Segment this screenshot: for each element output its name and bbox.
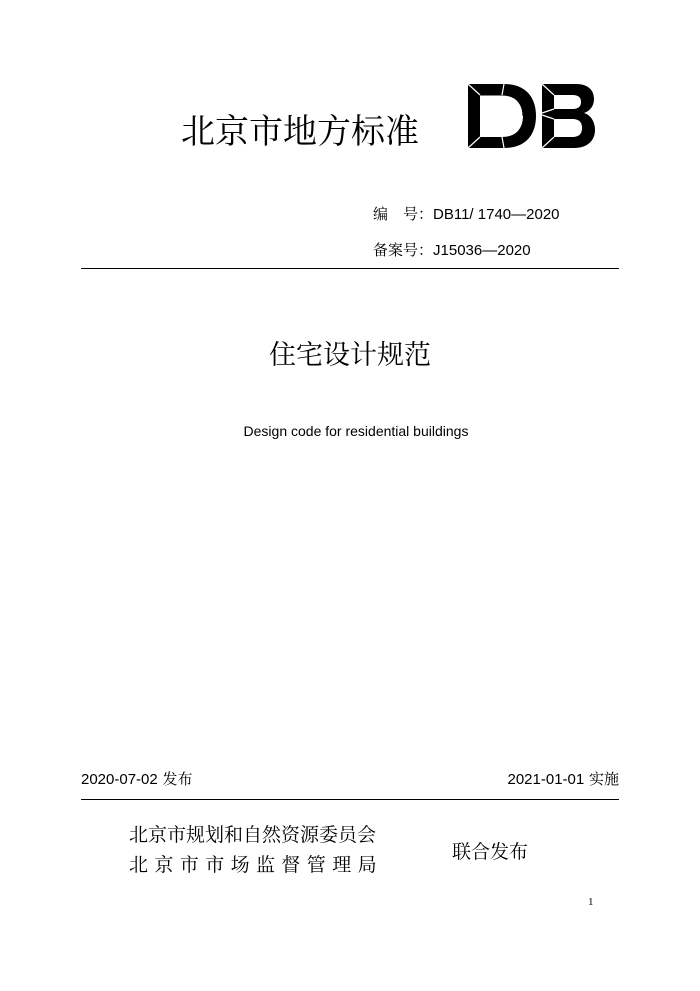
joint-issue-label: 联合发布 [452,841,529,863]
page-number: 1 [588,896,594,908]
standard-number-value: DB11/ 1740—2020 [433,206,560,223]
effective-date-value: 2021-01-01 [507,771,585,788]
document-subtitle: Design code for residential buildings [243,423,469,439]
publish-date-value: 2020-07-02 [81,771,158,788]
standard-type-title: 北京市地方标准 [181,112,419,152]
document-title: 住宅设计规范 [269,340,431,371]
effective-date-label: 实施 [584,770,619,788]
publish-date-label: 发布 [157,770,193,788]
record-number [373,240,531,261]
record-number-value: J15036—2020 [433,242,531,259]
effective-date [507,768,619,791]
bottom-divider [81,799,619,800]
issuer-planning-commission: 北京市规划和自然资源委员会 [129,824,377,846]
publish-date [81,768,193,791]
standard-number-label: 编 号： [373,205,434,223]
db-logo [466,82,596,150]
top-divider [81,268,619,269]
standard-number [373,204,560,225]
record-number-label: 备案号： [373,241,434,259]
issuer-market-supervision: 北京市市场监督管理局 [129,854,384,876]
